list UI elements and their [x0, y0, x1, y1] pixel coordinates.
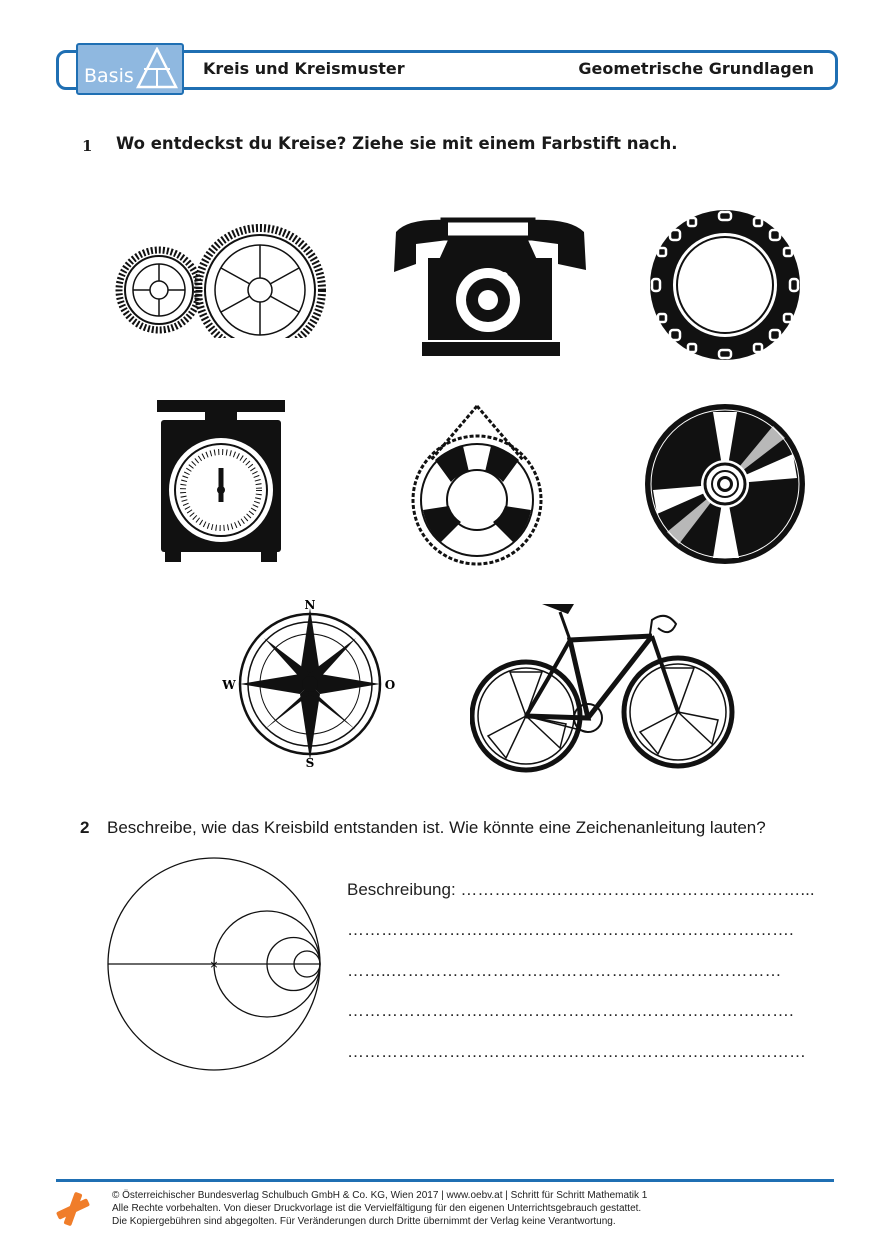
description-line-4: …………………………………………………………………….: [347, 1001, 794, 1020]
basis-badge: [76, 43, 184, 95]
compass-south-label: S: [305, 756, 315, 768]
footer-line-2: Alle Rechte vorbehalten. Von dieser Druckvorlage ist die Vervielfältigung für den eigenen Unterrichtsgebrauch gestattet.: [112, 1203, 642, 1214]
task1-number: 1: [82, 137, 93, 155]
header-topic: Geometrische Grundlagen: [578, 59, 814, 78]
gears-image: [112, 218, 332, 338]
cd-disc-image: [643, 402, 807, 566]
bicycle-image: [470, 598, 736, 774]
chain-ring-image: [648, 208, 802, 362]
kitchen-scale-image: [155, 398, 287, 564]
telephone-image: [388, 212, 590, 362]
publisher-logo-icon: [54, 1190, 92, 1228]
footer-line-1: © Österreichischer Bundesverlag Schulbuch GmbH & Co. KG, Wien 2017 | www.oebv.at | Schritt für Schritt Mathematik 1: [112, 1190, 648, 1201]
life-ring-image: [405, 402, 549, 568]
circle-pattern-figure: [104, 856, 326, 1076]
footer-rule: [56, 1179, 834, 1182]
footer-line-3: Die Kopiergebühren sind abgegolten. Für Veränderungen durch Dritte übernimmt der Verlag keine Verantwortung.: [112, 1216, 616, 1227]
description-line-2: …………………………………………………………………….: [347, 920, 794, 939]
basis-label: Basis: [84, 65, 134, 87]
header-title: Kreis und Kreismuster: [203, 59, 405, 78]
footer-copyright: [112, 1189, 647, 1228]
task1-instruction: Wo entdeckst du Kreise? Ziehe sie mit einem Farbstift nach.: [116, 134, 678, 153]
task2-instruction: Beschreibe, wie das Kreisbild entstanden ist. Wie könnte eine Zeichenanleitung lauten?: [107, 818, 766, 837]
triangle-logo-icon: [136, 47, 178, 89]
compass-east-label: O: [384, 678, 396, 692]
description-line-1: Beschreibung: ……………………………………………………...: [347, 880, 815, 899]
compass-west-label: W: [222, 678, 236, 692]
compass-north-label: N: [304, 598, 316, 612]
task2-number: 2: [80, 818, 90, 837]
center-cross-mark: ×: [209, 958, 219, 971]
description-line-3: ……..……………………………………………………………: [347, 961, 782, 980]
compass-rose-image: [222, 598, 398, 768]
description-line-5: ………………………………………………………………………: [347, 1042, 806, 1061]
